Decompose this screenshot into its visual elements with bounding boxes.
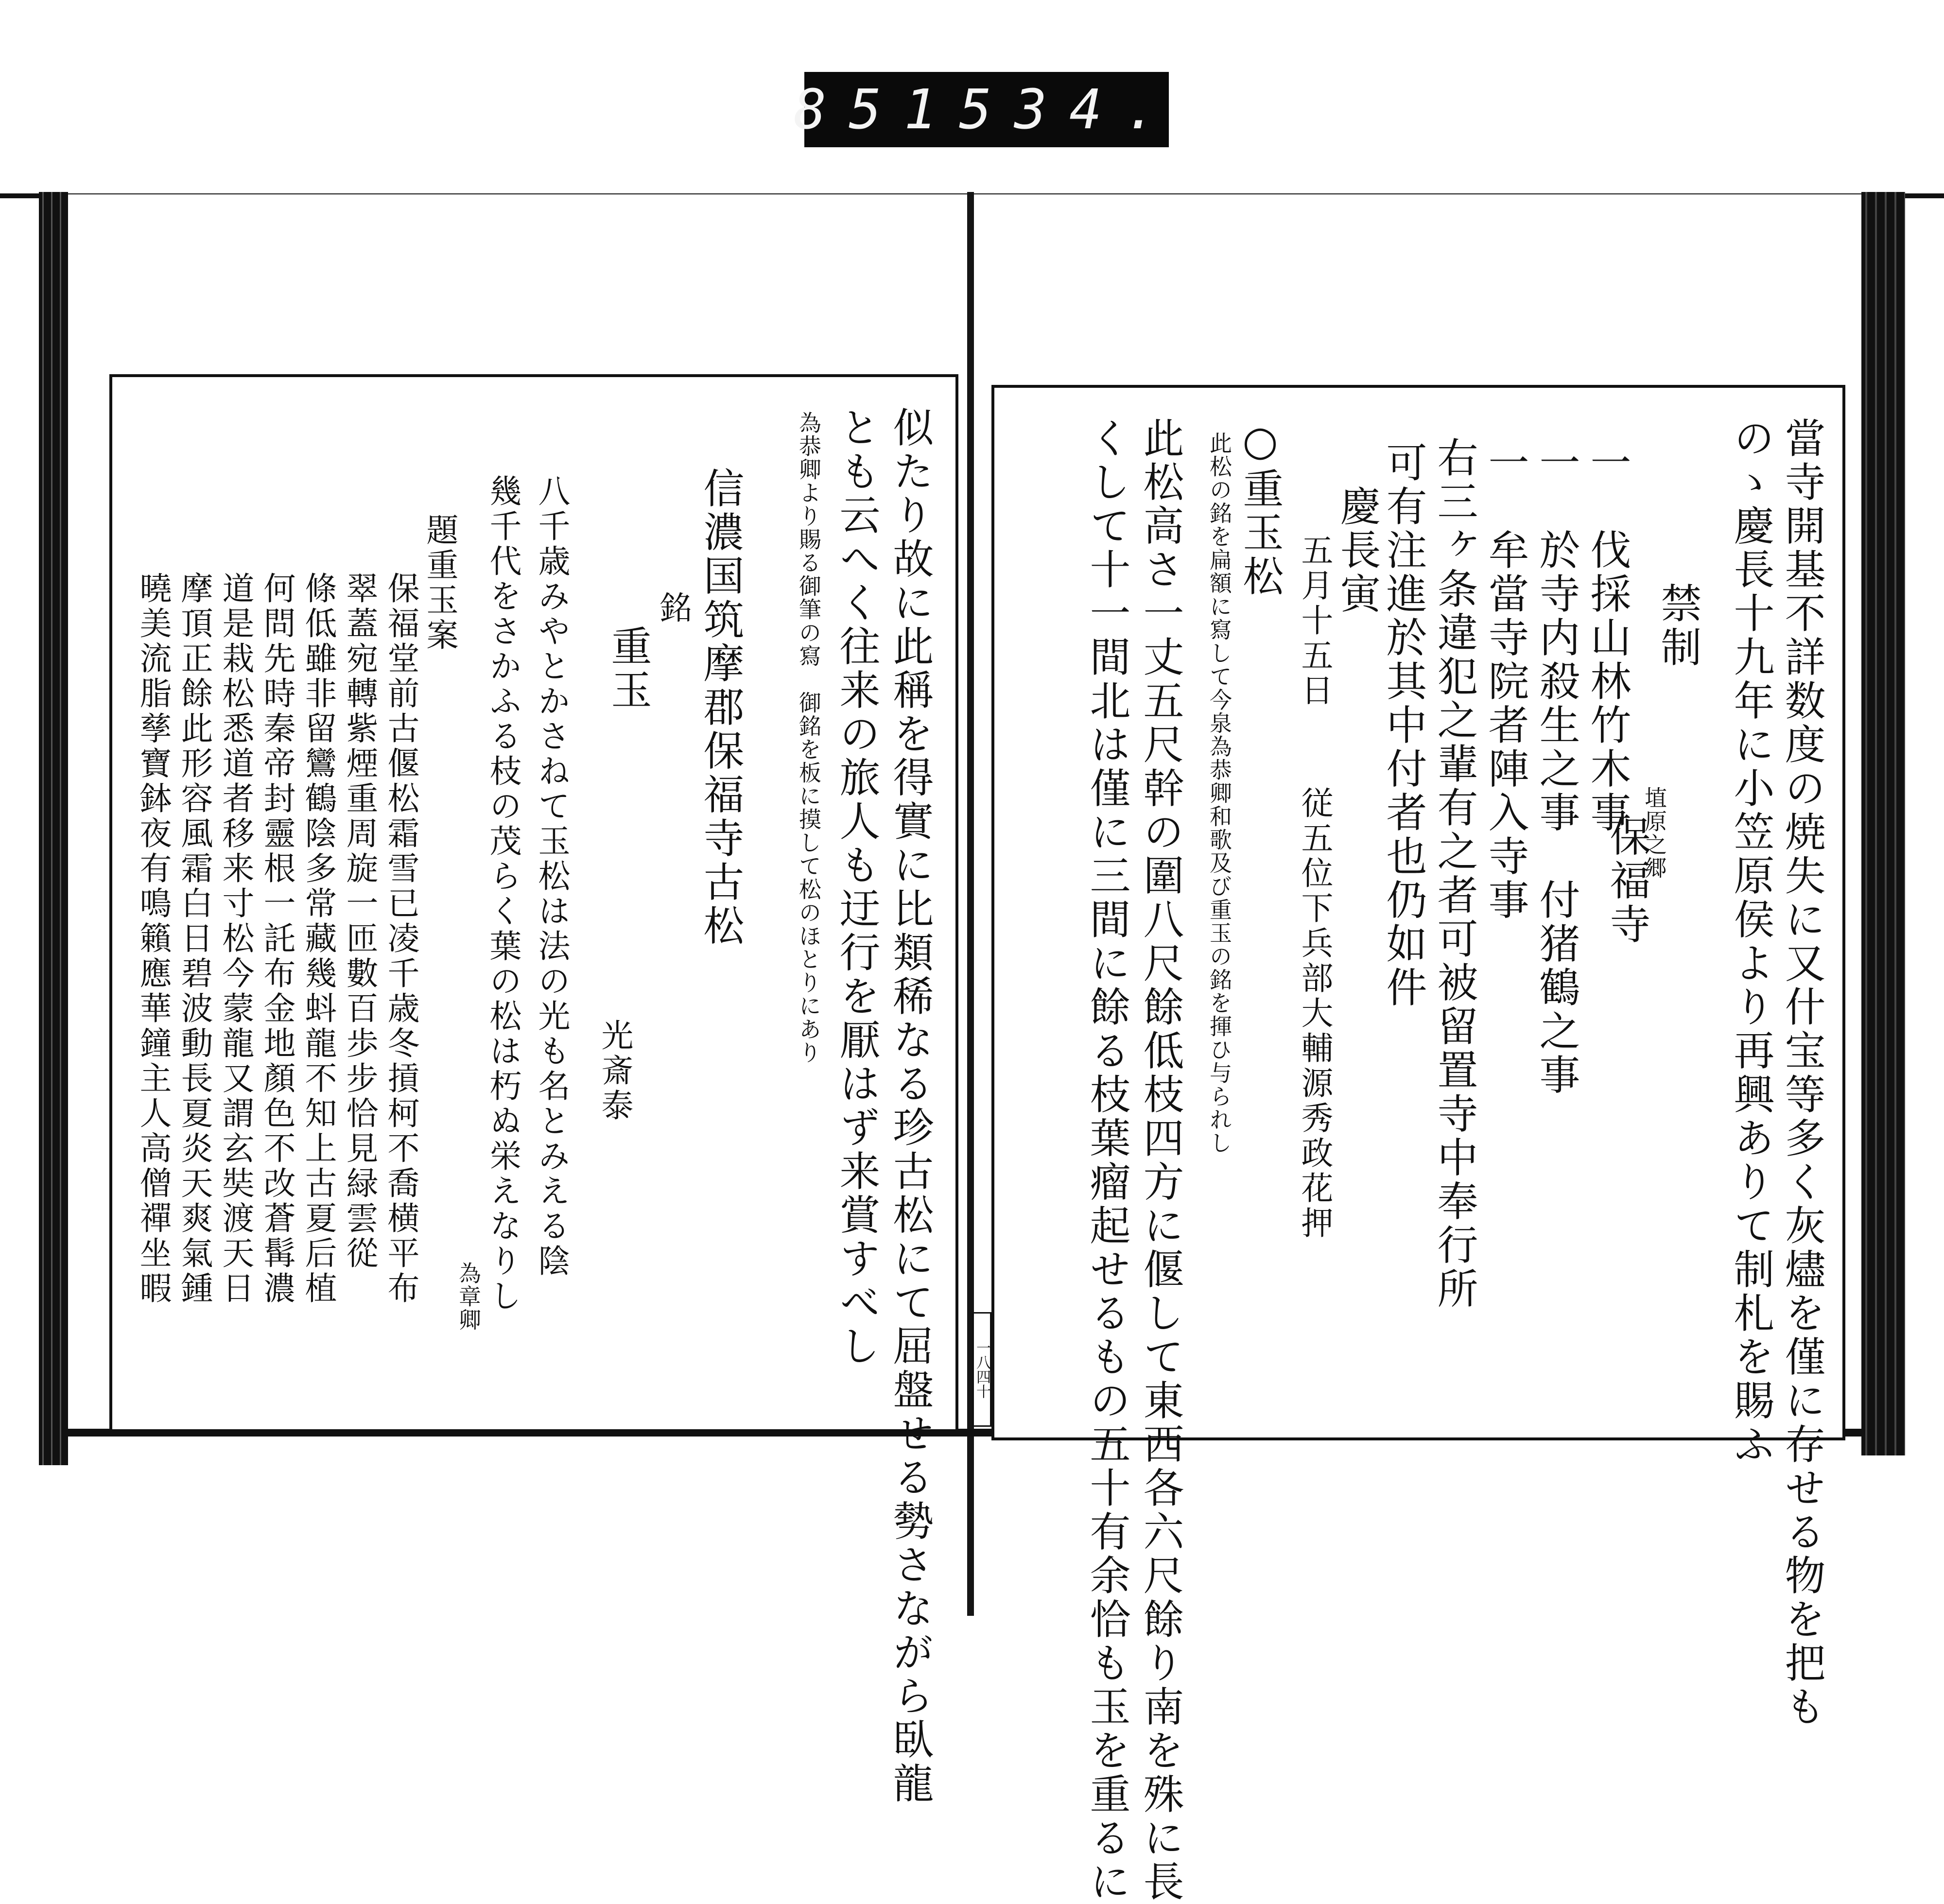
article-2: 一 於寺内殺生之事 付猪鶴之事 — [1533, 441, 1580, 1097]
catalog-number-left: 851 — [794, 78, 959, 141]
closing-line-1: 右三ヶ条違犯之輩有之者可被留置寺中奉行所 — [1431, 436, 1478, 1311]
right-text-frame — [991, 385, 1845, 1904]
pine-body-1: 此松高さ一丈五尺幹の圍八尺餘低枝四方に偃して東西各六尺餘り南を殊に長 — [1137, 417, 1184, 1904]
mei-title: 重玉 — [605, 625, 652, 712]
article-1: 一 伐採山林竹木事 — [1584, 441, 1632, 835]
kanshi-line-1: 保福堂前古偃松霜雪已凌千歳冬摃柯不喬横平布 — [382, 571, 419, 1306]
page-number: 一八四十 — [972, 1312, 991, 1427]
location: 信濃国筑摩郡保福寺古松 — [697, 467, 745, 948]
mei-label: 銘 — [654, 591, 692, 626]
poem-line-2: 幾千代をさかふる枝の茂らく葉の松は朽ぬ栄えなりし — [484, 474, 521, 1314]
kanshi-line-6: 摩頂正餘此形容風霜白日碧波動長夏炎天爽氣鍾 — [175, 571, 213, 1306]
signer: 従五位下兵部大輔源秀政花押 — [1296, 786, 1333, 1241]
article-3: 一 牟當寺院者陣入寺事 — [1482, 441, 1529, 922]
left-text-frame — [109, 374, 958, 1806]
left-body-2: とも云へく往来の旅人も迂行を厭はず来賞すべし — [833, 406, 881, 1368]
catalog-number-right: 534. — [959, 78, 1180, 141]
era: 慶長寅 — [1334, 485, 1381, 616]
kanshi-line-4: 何問先時秦帝封靈根一託布金地顏色不改蒼髯濃 — [258, 571, 295, 1306]
right-page-edge — [1861, 192, 1905, 1455]
left-body-1: 似たり故に此稱を得實に比類稀なる珍古松にて屈盤せる勢さながら臥龍 — [886, 406, 934, 1806]
left-page-edge — [39, 192, 68, 1465]
pine-note: 此松の銘を扁額に寫して今泉為恭卿和歌及び重玉の銘を揮ひ与られし — [1206, 432, 1232, 1155]
author-1: 光斎泰 — [596, 1019, 633, 1124]
date: 五月十五日 — [1296, 534, 1333, 709]
notice-temple: 保福寺 — [1603, 815, 1651, 947]
kanshi-line-3: 條低雖非留鸞鶴陰多常藏幾蚪龍不知上古夏后植 — [299, 571, 337, 1306]
left-body-3: 為恭卿より賜る御筆の寫 御銘を板に摸して松のほとりにあり — [796, 411, 822, 1064]
kanshi-title: 題重玉案 — [421, 513, 458, 653]
author-2: 為章卿 — [455, 1262, 482, 1332]
pine-heading: ○重玉松 — [1236, 417, 1284, 599]
catalog-label — [794, 72, 1180, 147]
kanshi-line-7: 曉美流脂孳寶鉢夜有鳴籟應華鐘主人高僧禪坐暇 — [134, 571, 172, 1306]
intro-line-2: のゝ慶長十九年に小笠原侯より再興ありて制札を賜ふ — [1727, 417, 1775, 1467]
kanshi-line-2: 翠蓋宛轉紫煙重周旋一匝數百歩步恰見緑雲從 — [341, 571, 378, 1271]
closing-line-2: 可有注進於其中付者也仍如件 — [1380, 441, 1427, 1010]
poem-line-1: 八千歳みやとかさねて玉松は法の光も名とみえる陰 — [533, 474, 570, 1279]
pine-body-2: くして十一間北は僅に三間に餘る枝葉瘤起せるもの五十有余恰も玉を重るに — [1083, 417, 1131, 1904]
kanshi-line-5: 道是栽松悉道者移来寸松今蒙龍又謂玄奘渡天日 — [217, 571, 254, 1306]
intro-line-1: 當寺開基不詳数度の焼失に又什宝等多く灰燼を僅に存せる物を把も — [1778, 417, 1826, 1729]
notice-title: 禁制 — [1654, 582, 1702, 670]
notice-address: 埴原之郷 — [1641, 786, 1667, 880]
